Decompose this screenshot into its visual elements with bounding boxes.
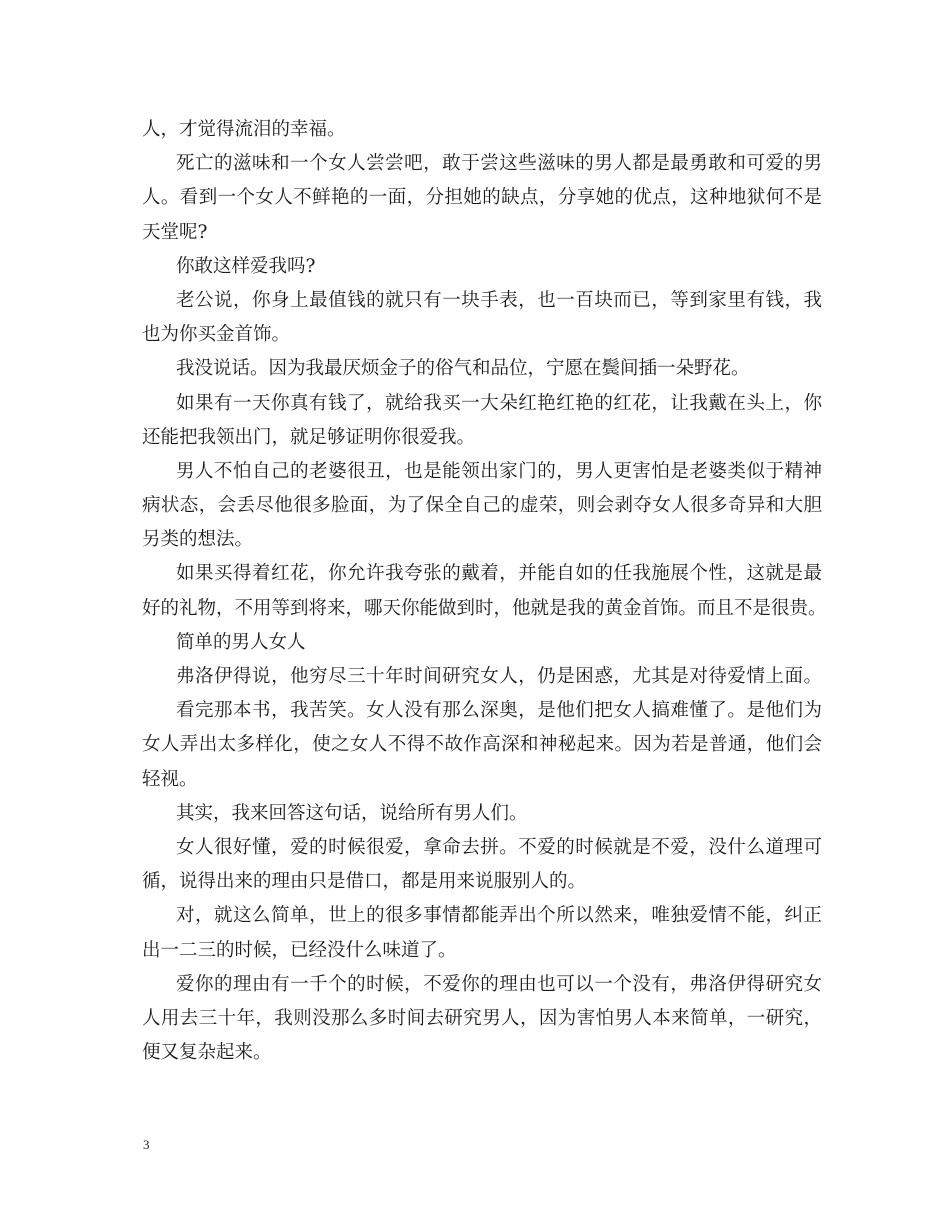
text-line: 如果买得着红花，你允许我夸张的戴着，并能自如的任我施展个性，这就是最 (176, 563, 822, 585)
text-line: 老公说，你身上最值钱的就只有一块手表，也一百块而已，等到家里有钱，我 (176, 289, 822, 311)
text-line: 对，就这么简单，世上的很多事情都能弄出个所以然来，唯独爱情不能，纠正 (176, 905, 822, 927)
text-line: 病状态，会丢尽他很多脸面，为了保全自己的虚荣，则会剥夺女人很多奇异和大胆 (142, 495, 822, 517)
text-line: 也为你买金首饰。 (142, 324, 291, 346)
text-line: 我没说话。因为我最厌烦金子的俗气和品位，宁愿在鬓间插一朵野花。 (176, 358, 750, 380)
text-line: 你敢这样爱我吗? (176, 255, 316, 277)
text-line: 循，说得出来的理由只是借口，都是用来说服别人的。 (142, 871, 587, 893)
text-line: 弗洛伊得说，他穷尽三十年时间研究女人，仍是困惑，尤其是对待爱情上面。 (176, 666, 822, 687)
text-line: 便又复杂起来。 (142, 1042, 272, 1064)
text-line: 死亡的滋味和一个女人尝尝吧，敢于尝这些滋味的男人都是最勇敢和可爱的男 (176, 153, 822, 175)
text-line: 还能把我领出门，就足够证明你很爱我。 (142, 426, 476, 448)
text-line: 人用去三十年，我则没那么多时间去研究男人，因为害怕男人本来简单，一研究， (142, 1007, 822, 1029)
text-line: 人。看到一个女人不鲜艳的一面，分担她的缺点，分享她的优点，这种地狱何不是 (142, 187, 822, 209)
text-line: 天堂呢? (142, 221, 208, 243)
text-line: 男人不怕自己的老婆很丑，也是能领出家门的，男人更害怕是老婆类似于精神 (176, 460, 822, 482)
text-line: 女人很好懂，爱的时候很爱，拿命去拼。不爱的时候就是不爱，没什么道理可 (176, 836, 822, 858)
text-line: 爱你的理由有一千个的时候，不爱你的理由也可以一个没有，弗洛伊得研究女 (176, 973, 822, 995)
body-text (142, 113, 827, 1070)
text-line: 简单的男人女人 (176, 631, 306, 653)
text-line: 女人弄出太多样化，使之女人不得不故作高深和神秘起来。因为若是普通，他们会 (142, 734, 822, 756)
text-line: 好的礼物，不用等到将来，哪天你能做到时，他就是我的黄金首饰。而且不是很贵。 (142, 597, 827, 619)
text-line: 其实，我来回答这句话，说给所有男人们。 (176, 802, 528, 824)
page-number: 3 (143, 1137, 150, 1152)
text-line: 如果有一天你真有钱了，就给我买一大朵红艳红艳的红花，让我戴在头上，你 (176, 392, 822, 414)
text-line: 另类的想法。 (142, 529, 254, 551)
text-line: 出一二三的时候，已经没什么味道了。 (142, 939, 457, 961)
text-line: 轻视。 (142, 768, 198, 790)
text-line: 看完那本书，我苦笑。女人没有那么深奥，是他们把女人搞难懂了。是他们为 (176, 700, 822, 722)
text-line: 人，才觉得流泪的幸福。 (142, 119, 346, 140)
